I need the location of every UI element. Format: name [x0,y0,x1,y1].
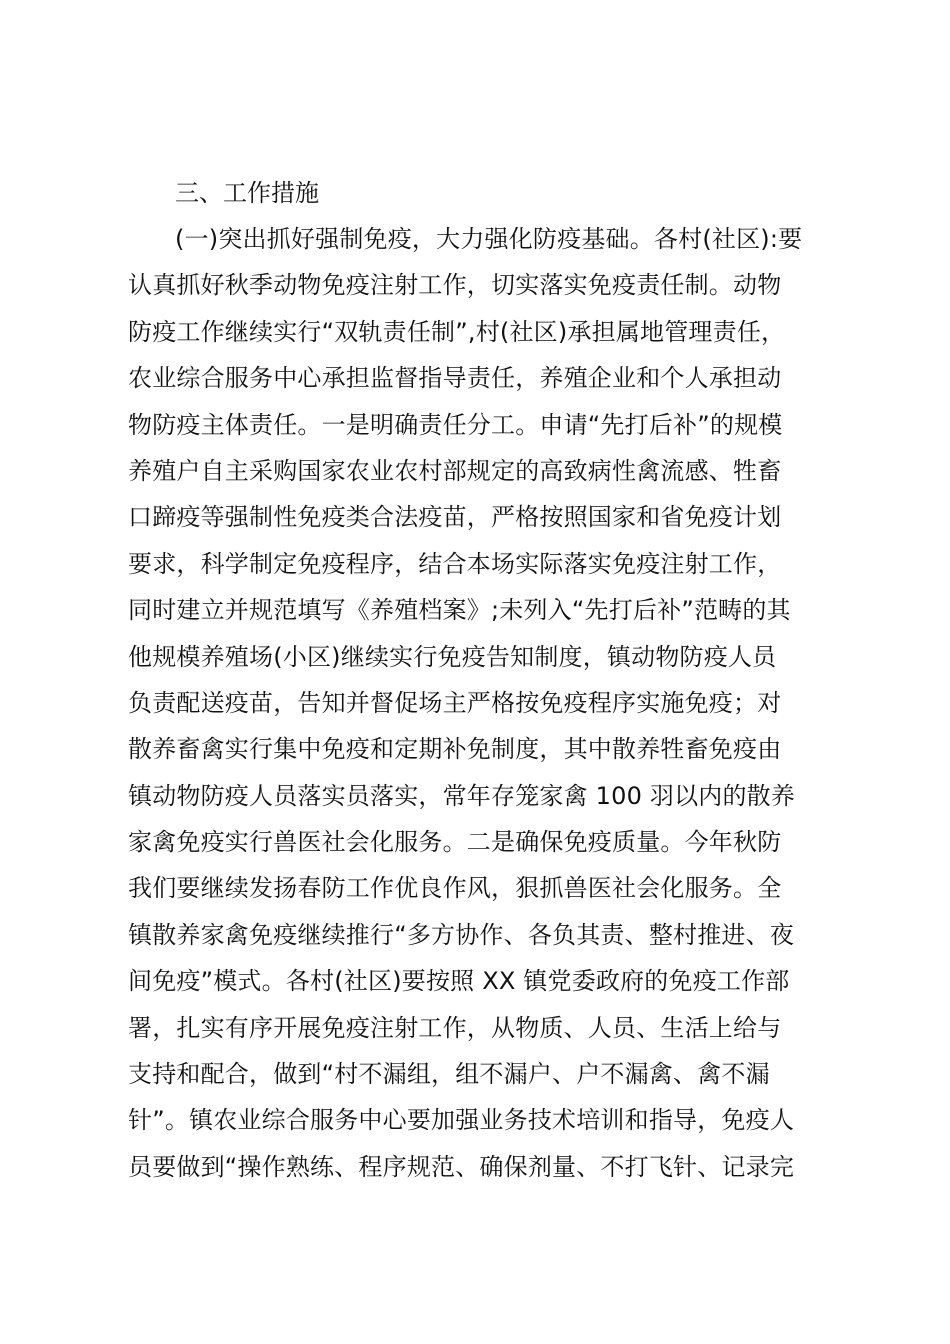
paragraph [128,216,838,1190]
paragraph-line: 散养畜禽实行集中免疫和定期补免制度，其中散养牲畜免疫由 [128,735,782,764]
paragraph-line: 防疫工作继续实行“双轨责任制”,村(社区)承担属地管理责任， [128,317,786,346]
paragraph-line: 署，扎实有序开展免疫注射工作，从物质、人员、生活上给与 [128,1013,782,1042]
paragraph-line: 认真抓好秋季动物免疫注射工作，切实落实免疫责任制。动物 [128,271,782,300]
document-body [128,170,838,1190]
paragraph-line: 间免疫”模式。各村(社区)要按照 XX 镇党委政府的免疫工作部 [128,967,790,996]
paragraph-line: 镇散养家禽免疫继续推行“多方协作、各负其责、整村推进、夜 [128,920,795,949]
paragraph-line: 针”。镇农业综合服务中心要加强业务技术培训和指导，免疫人 [128,1106,795,1135]
paragraph-line: 员要做到“操作熟练、程序规范、确保剂量、不打飞针、记录完 [128,1152,795,1181]
paragraph-line: 镇动物防疫人员落实员落实，常年存笼家禽 100 羽以内的散养 [128,781,796,810]
section-heading: 三、工作措施 [175,179,319,207]
paragraph-line: 家禽免疫实行兽医社会化服务。二是确保免疫质量。今年秋防 [128,828,782,857]
paragraph-line: 口蹄疫等强制性免疫类合法疫苗，严格按照国家和省免疫计划 [128,503,782,532]
paragraph-line: 我们要继续发扬春防工作优良作风，狠抓兽医社会化服务。全 [128,874,782,903]
paragraph-line: (一)突出抓好强制免疫，大力强化防疫基础。各村(社区):要 [175,225,803,253]
paragraph-line: 农业综合服务中心承担监督指导责任，养殖企业和个人承担动 [128,364,782,393]
paragraph-line: 负责配送疫苗，告知并督促场主严格按免疫程序实施免疫；对 [128,688,782,717]
paragraph-line: 他规模养殖场(小区)继续实行免疫告知制度，镇动物防疫人员 [128,642,777,671]
paragraph-line: 要求，科学制定免疫程序，结合本场实际落实免疫注射工作， [128,549,782,578]
paragraph-line: 同时建立并规范填写《养殖档案》;未列入“先打后补”范畴的其 [128,596,791,625]
paragraph-line: 物防疫主体责任。一是明确责任分工。申请“先打后补”的规模 [128,410,783,439]
paragraph-line: 养殖户自主采购国家农业农村部规定的高致病性禽流感、牲畜 [128,456,782,485]
paragraph-line: 支持和配合，做到“村不漏组，组不漏户、户不漏禽、禽不漏 [128,1060,770,1089]
